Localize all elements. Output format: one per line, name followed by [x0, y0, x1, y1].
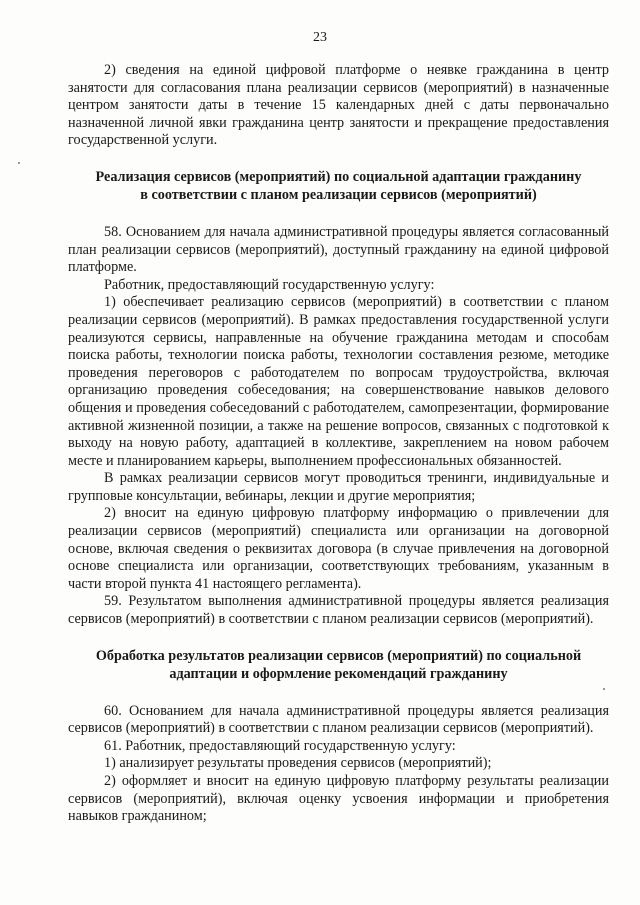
page-number: 23	[313, 30, 327, 45]
paragraph-61-item-1: 1) анализирует результаты проведения сервисов (мероприятий);	[104, 755, 492, 772]
paragraph-item-2: 2) вносит на единую цифровую платформу информацию о привлечении для реализации сервисов (мероприятий) специалиста или организации на договорной основе, включая сведения о реквизитах договора (в случае привлечения на договорной основе специалиста или организации, соответствующих требованиям, указанным в части второй пункта 41 настоящего регламента).	[68, 505, 609, 592]
heading-line: адаптации и оформление рекомендаций гражданину	[169, 665, 508, 682]
paragraph-absence-info: 2) сведения на единой цифровой платформе о неявке гражданина в центр занятости для согласования плана реализации сервисов (мероприятий) в назначенные центром занятости даты в течение 15 календарных дней с даты первоначально назначенной личной явки гражданина центр занятости и прекращение предоставления государственной услуги.	[68, 62, 609, 149]
heading-line: Реализация сервисов (мероприятий) по социальной адаптации гражданину	[95, 168, 582, 185]
scan-speck	[18, 162, 20, 164]
section-heading-results-processing	[68, 647, 609, 683]
paragraph-58: 58. Основанием для начала административной процедуры является согласованный план реализации сервисов (мероприятий), доступный гражданину на единой цифровой платформе.	[68, 223, 609, 276]
paragraph-trainings: В рамках реализации сервисов могут проводиться тренинги, индивидуальные и групповые консультации, вебинары, лекции и другие мероприятия;	[68, 470, 609, 504]
paragraph-60: 60. Основанием для начала административной процедуры является реализация сервисов (мероприятий) в соответствии с планом реализации сервисов (мероприятий).	[68, 702, 609, 737]
section-heading-service-implementation	[68, 168, 609, 204]
scan-speck	[603, 688, 605, 690]
paragraph-worker-intro: Работник, предоставляющий государственную услугу:	[104, 276, 435, 293]
paragraph-61-item-2: 2) оформляет и вносит на единую цифровую платформу результаты реализации сервисов (мероприятий), включая оценку усвоения информации и приобретения навыков гражданином;	[68, 773, 609, 825]
paragraph-59: 59. Результатом выполнения административной процедуры является реализация сервисов (мероприятий) в соответствии с планом реализации сервисов (мероприятий).	[68, 593, 609, 628]
paragraph-item-1: 1) обеспечивает реализацию сервисов (мероприятий) в соответствии с планом реализации сервисов (мероприятий). В рамках предоставления государственной услуги реализуются сервисы, направленные на обучение гражданина методам и способам поиска работы, технологии поиска работы, технологии составления резюме, методике проведения переговоров с работодателем по вопросам трудоустройства, включая организацию проведения собеседования; на совершенствование навыков делового общения и проведения собеседований с работодателем, самопрезентации, формирование активной жизненной позиции, а также на решение вопросов, связанных с подготовкой к выходу на новую работу, адаптацией в коллективе, закреплением на новом рабочем месте и планированием карьеры, выполнением профессиональных обязанностей.	[68, 294, 609, 469]
paragraph-61: 61. Работник, предоставляющий государственную услугу:	[104, 737, 456, 754]
heading-line: в соответствии с планом реализации сервисов (мероприятий)	[140, 186, 537, 203]
heading-line: Обработка результатов реализации сервисов (мероприятий) по социальной	[95, 647, 582, 664]
document-body	[68, 62, 609, 826]
